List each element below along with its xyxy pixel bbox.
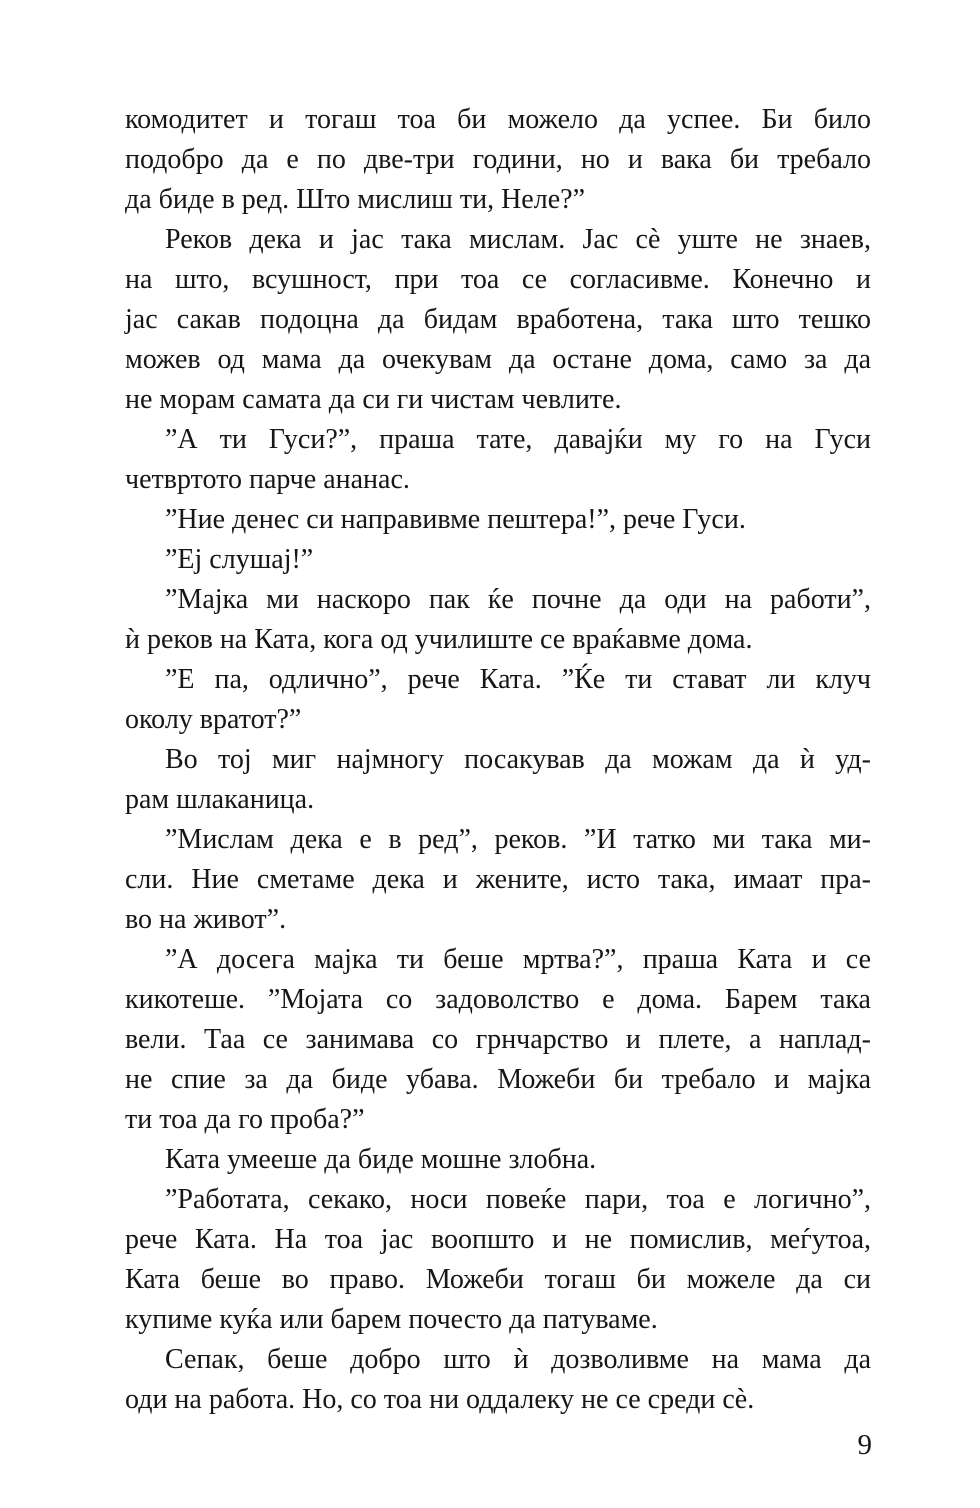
text-line: ”Ние денес си направивме пештера!”, рече Гуси. [165,504,746,535]
text-line: рече Ката. На тоа јас воопшто и не помислив, меѓутоа, [125,1224,871,1255]
paragraph [125,740,871,820]
text-line: купиме куќа или барем почесто да патуваме. [125,1304,658,1335]
paragraph [125,940,871,1140]
text-line: вели. Таа се занимава со грнчарство и плете, а наплад- [125,1024,871,1055]
text-line: ѝ реков на Ката, кога од училиште се враќавме дома. [125,624,753,655]
text-line: во на живот”. [125,904,287,935]
text-line: не морам самата да си ги чистам чевлите. [125,384,622,415]
paragraph [125,540,871,580]
text-line: комодитет и тогаш тоа би можело да успее. Би било [125,104,871,135]
text-line: сли. Ние сметаме дека и жените, исто така, имаат пра- [125,864,871,895]
paragraph [125,660,871,740]
text-line: ”Мислам дека е в ред”, реков. ”И татко ми така ми- [165,824,871,855]
text-line: ”Работата, секако, носи повеќе пари, тоа е логично”, [165,1184,871,1215]
paragraph [125,500,871,540]
text-line: кикотеше. ”Мојата со задоволство е дома. Барем така [125,984,871,1015]
text-line: јас сакав подоцна да бидам вработена, така што тешко [125,304,871,335]
text-line: ”Е па, одлично”, рече Ката. ”Ќе ти стават ли клуч [165,664,871,695]
text-line: ”Еј слушај!” [165,544,314,575]
text-line: ти тоа да го проба?” [125,1104,365,1135]
text-line: можев од мама да очекувам да остане дома, само за да [125,344,871,375]
text-line: ”А досега мајка ти беше мртва?”, праша Ката и се [165,944,871,975]
paragraph [125,1140,871,1180]
text-line: Ката умееше да биде мошне злобна. [165,1144,597,1175]
text-line: Сепак, беше добро што ѝ дозволивме на мама да [165,1344,871,1375]
text-line: да биде в ред. Што мислиш ти, Неле?” [125,184,585,215]
text-line: Ката беше во право. Можеби тогаш би можеле да си [125,1264,871,1295]
paragraph [125,1340,871,1420]
text-line: ”А ти Гуси?”, праша тате, давајќи му го на Гуси [165,424,871,455]
text-block [125,100,871,1420]
text-line: подобро да е по две-три години, но и вака би требало [125,144,871,175]
paragraph [125,100,871,220]
text-line: околу вратот?” [125,704,302,735]
page-number: 9 [857,1429,872,1461]
paragraph [125,420,871,500]
text-line: Во тој миг најмногу посакував да можам да ѝ уд- [165,744,871,775]
paragraph [125,1180,871,1340]
text-line: оди на работа. Но, со тоа ни оддалеку не се среди сè. [125,1384,755,1415]
text-line: не спие за да биде убава. Можеби би требало и мајка [125,1064,871,1095]
text-line: ”Мајка ми наскоро пак ќе почне да оди на работи”, [165,584,871,615]
paragraph [125,580,871,660]
text-line: на што, всушност, при тоа се согласивме. Конечно и [125,264,871,295]
paragraph [125,220,871,420]
text-line: Реков дека и јас така мислам. Јас сè уште не знаев, [165,224,871,255]
text-line: четвртото парче ананас. [125,464,410,495]
text-line: рам шлаканица. [125,784,315,815]
paragraph [125,820,871,940]
